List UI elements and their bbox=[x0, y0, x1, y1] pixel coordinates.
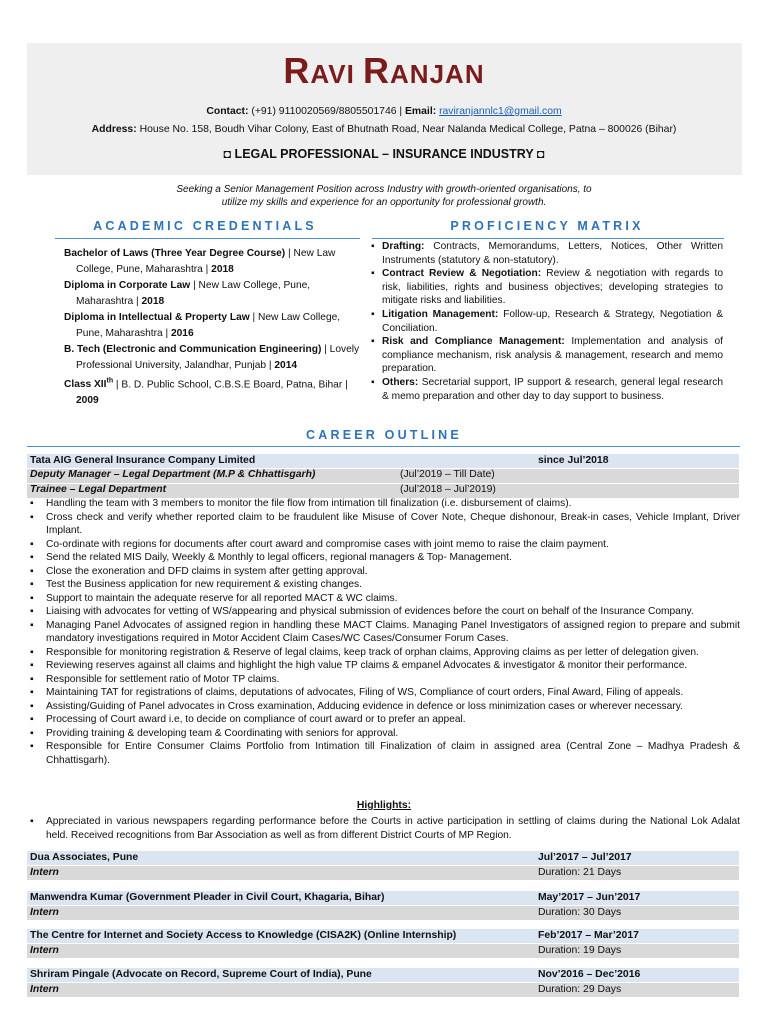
proficiency-item bbox=[371, 335, 723, 376]
internship-role: Intern bbox=[30, 907, 59, 918]
company-since: since Jul’2018 bbox=[538, 455, 609, 466]
degree-name: Diploma in Intellectual & Property Law bbox=[64, 312, 250, 323]
internship-org: Manwendra Kumar (Government Pleader in Civil Court, Khagaria, Bihar) bbox=[30, 892, 385, 903]
career-divider bbox=[27, 446, 740, 447]
academic-section-title: ACADEMIC CREDENTIALS bbox=[93, 219, 317, 233]
highlights-list bbox=[27, 815, 740, 842]
internship-duration: Duration: 19 Days bbox=[538, 945, 622, 956]
responsibility-item: ▪ Co-ordinate with regions for documents after court award and compromise cases with joint memo to raise the claim payment. bbox=[27, 538, 740, 552]
responsibility-item: ▪ Test the Business application for new requirement & existing changes. bbox=[27, 578, 740, 592]
responsibility-list bbox=[27, 497, 740, 767]
internship-dates: Jul’2017 – Jul’2017 bbox=[538, 852, 632, 863]
skill-label: Others: bbox=[382, 376, 419, 388]
internship-org: Shriram Pingale (Advocate on Record, Supreme Court of India), Pune bbox=[30, 969, 372, 980]
internship-duration: Duration: 30 Days bbox=[538, 907, 622, 918]
institution: | New Law College, Pune, Maharashtra | bbox=[76, 248, 336, 275]
degree-name: Class XIIth bbox=[64, 378, 114, 391]
contact-line: Contact: (+91) 9110020569/8805501746 | Email: raviranjannlc1@gmail.com bbox=[206, 106, 562, 117]
skill-label: Drafting: bbox=[382, 241, 425, 252]
skill-desc: Secretarial support, IP support & research, general legal research & memo preparation and other day to day support to business. bbox=[382, 376, 723, 402]
skill-desc: Follow-up, Research & Strategy, Negotiation & Conciliation. bbox=[382, 308, 724, 334]
internship-duration: Duration: 21 Days bbox=[538, 867, 622, 878]
internship-dates: Nov’2016 – Dec’2016 bbox=[538, 969, 641, 980]
internship-role-band bbox=[27, 944, 739, 958]
responsibility-item: ▪ Processing of Court award i.e, to decide on compliance of court award or to prefer an appeal. bbox=[27, 713, 740, 727]
degree-name: Bachelor of Laws (Three Year Degree Course) bbox=[64, 248, 286, 259]
degree-name: B. Tech (Electronic and Communication Engineering) bbox=[64, 344, 322, 355]
objective-statement: Seeking a Senior Management Position across Industry with growth-oriented organisations, to utilize my skills and experience for an opportunity for professional growth. bbox=[176, 184, 592, 208]
skill-desc: Contracts, Memorandums, Letters, Notices, Other Written Instruments (statutory & non-statutory). bbox=[382, 241, 723, 266]
highlights-title: Highlights: bbox=[356, 800, 412, 811]
responsibility-item: ▪ Responsible for settlement ratio of Motor TP claims. bbox=[27, 673, 740, 687]
internship-role: Intern bbox=[30, 945, 59, 956]
role2-dates: (Jul’2018 – Jul’2019) bbox=[400, 484, 496, 495]
proficiency-item bbox=[371, 240, 723, 267]
proficiency-divider bbox=[372, 238, 724, 239]
internship-role: Intern bbox=[30, 867, 59, 878]
skill-label: Risk and Compliance Management: bbox=[382, 336, 565, 348]
academic-item bbox=[64, 310, 364, 342]
career-section-title: CAREER OUTLINE bbox=[306, 428, 462, 442]
responsibility-item: ▪ Providing training & developing team & Coordinating with seniors for approval. bbox=[27, 727, 740, 741]
highlight-item: ▪ Appreciated in various newspapers regarding performance before the Courts in active participation in settling of claims during the National Lok Adalat held. Received recognitions from Bar Association as well as from different District Courts of MP Region. bbox=[27, 815, 740, 842]
responsibility-item: ▪ Support to maintain the adequate reserve for all reported MACT & WC claims. bbox=[27, 592, 740, 606]
responsibility-item: ▪ Reviewing reserves against all claims and highlight the high value TP claims & empanel Advocates & investigator & monitor their performance. bbox=[27, 659, 740, 673]
proficiency-list bbox=[371, 240, 723, 403]
academic-item bbox=[64, 342, 364, 374]
responsibility-item: ▪ Liaising with advocates for vetting of WS/appearing and physical submission of evidences before the court on behalf of the Insurance Company. bbox=[27, 605, 740, 619]
academic-item bbox=[64, 278, 364, 310]
internship-role: Intern bbox=[30, 984, 59, 995]
institution: | New Law College, Pune, Maharashtra | bbox=[76, 280, 311, 307]
internship-role-band bbox=[27, 983, 739, 997]
institution: | Lovely Professional University, Jalandhar, Punjab | bbox=[76, 344, 360, 371]
candidate-name: RAVI RANJAN bbox=[283, 50, 485, 91]
internship-dates: May’2017 – Jun’2017 bbox=[538, 892, 641, 903]
grad-year: 2018 bbox=[141, 296, 165, 307]
role1-dates: (Jul’2019 – Till Date) bbox=[400, 469, 495, 480]
academic-list bbox=[64, 246, 364, 409]
internship-role-band bbox=[27, 866, 739, 880]
responsibility-item: ▪ Maintaining TAT for registrations of claims, deputations of advocates, Filing of WS, Compliance of court orders, Final Award, Filing of appeals. bbox=[27, 686, 740, 700]
degree-name: Diploma in Corporate Law bbox=[64, 280, 191, 291]
degree-suffix: th bbox=[106, 378, 114, 385]
address-line: Address: House No. 158, Boudh Vihar Colony, East of Bhutnath Road, Near Nalanda Medical College, Patna – 800026 (Bihar) bbox=[91, 124, 677, 135]
responsibility-item: ▪ Responsible for monitoring registration & Reserve of legal claims, keep track of orphan claims, Approving claims as per letter of delegation given. bbox=[27, 646, 740, 660]
internship-role-band bbox=[27, 906, 739, 920]
responsibility-item: ▪ Close the exoneration and DFD claims in system after getting approval. bbox=[27, 565, 740, 579]
internship-org: Dua Associates, Pune bbox=[30, 852, 139, 863]
skill-label: Litigation Management: bbox=[382, 308, 499, 320]
responsibility-item: ▪ Send the related MIS Daily, Weekly & Monthly to legal officers, regional managers & Top- Management. bbox=[27, 551, 740, 565]
institution: | New Law College, Pune, Maharashtra | bbox=[76, 312, 341, 339]
proficiency-item bbox=[371, 267, 723, 308]
academic-item bbox=[64, 374, 364, 409]
company-name: Tata AIG General Insurance Company Limited bbox=[30, 455, 256, 466]
responsibility-item: ▪ Cross check and verify whether reported claim to be fraudulent like Misuse of Cover Note, Cheque dishonour, Break-in cases, Vehicle Implant, Driver Implant. bbox=[27, 511, 740, 538]
grad-year: 2014 bbox=[274, 360, 298, 371]
academic-item bbox=[64, 246, 364, 278]
internship-duration: Duration: 29 Days bbox=[538, 984, 622, 995]
email-link[interactable]: raviranjannlc1@gmail.com bbox=[439, 106, 562, 117]
grad-year: 2016 bbox=[170, 328, 194, 339]
skill-label: Contract Review & Negotiation: bbox=[382, 268, 542, 280]
proficiency-item bbox=[371, 376, 723, 403]
skill-desc: Implementation and analysis of compliance mechanism, risk analysis & management, research and memo preparation. bbox=[382, 336, 723, 375]
proficiency-section-title: PROFICIENCY MATRIX bbox=[450, 219, 644, 233]
responsibility-item: ▪ Handling the team with 3 members to monitor the file flow from intimation till finalization (i.e. disbursement of claims). bbox=[27, 497, 740, 511]
internship-dates: Feb’2017 – Mar’2017 bbox=[538, 930, 639, 941]
skill-desc: Review & negotiation with regards to risk, liabilities, rights and business objectives; developing strategies to mitigate risks and liabilities. bbox=[382, 268, 723, 307]
institution: | B. D. Public School, C.B.S.E Board, Patna, Bihar | bbox=[113, 379, 348, 391]
proficiency-item bbox=[371, 308, 723, 335]
role2-title: Trainee – Legal Department bbox=[30, 484, 167, 495]
responsibility-item: ▪ Assisting/Guiding of Panel advocates in Cross examination, Adducing evidence in defence or loss minimization cases or wherever necessary. bbox=[27, 700, 740, 714]
responsibility-item: ▪ Responsible for Entire Consumer Claims Portfolio from Intimation till Finalization of claim in assigned area (Central Zone – Madhya Pradesh & Chhattisgarh). bbox=[27, 740, 740, 767]
role1-title: Deputy Manager – Legal Department (M.P & Chhattisgarh) bbox=[30, 469, 316, 480]
grad-year: 2018 bbox=[211, 264, 234, 275]
academic-divider bbox=[55, 238, 360, 239]
internship-org: The Centre for Internet and Society Access to Knowledge (CISA2K) (Online Internship) bbox=[30, 930, 457, 941]
professional-tagline: ◘ LEGAL PROFESSIONAL – INSURANCE INDUSTRY ◘ bbox=[223, 147, 545, 161]
grad-year: 2009 bbox=[76, 395, 99, 407]
responsibility-item: ▪ Managing Panel Advocates of assigned region in handling these MACT Claims. Managing Panel Investigators of assigned region to prepare and submit mandatory investigations required in Motor Accident Claim Cases/WC Cases/Consumer Forum Cases. bbox=[27, 619, 740, 646]
